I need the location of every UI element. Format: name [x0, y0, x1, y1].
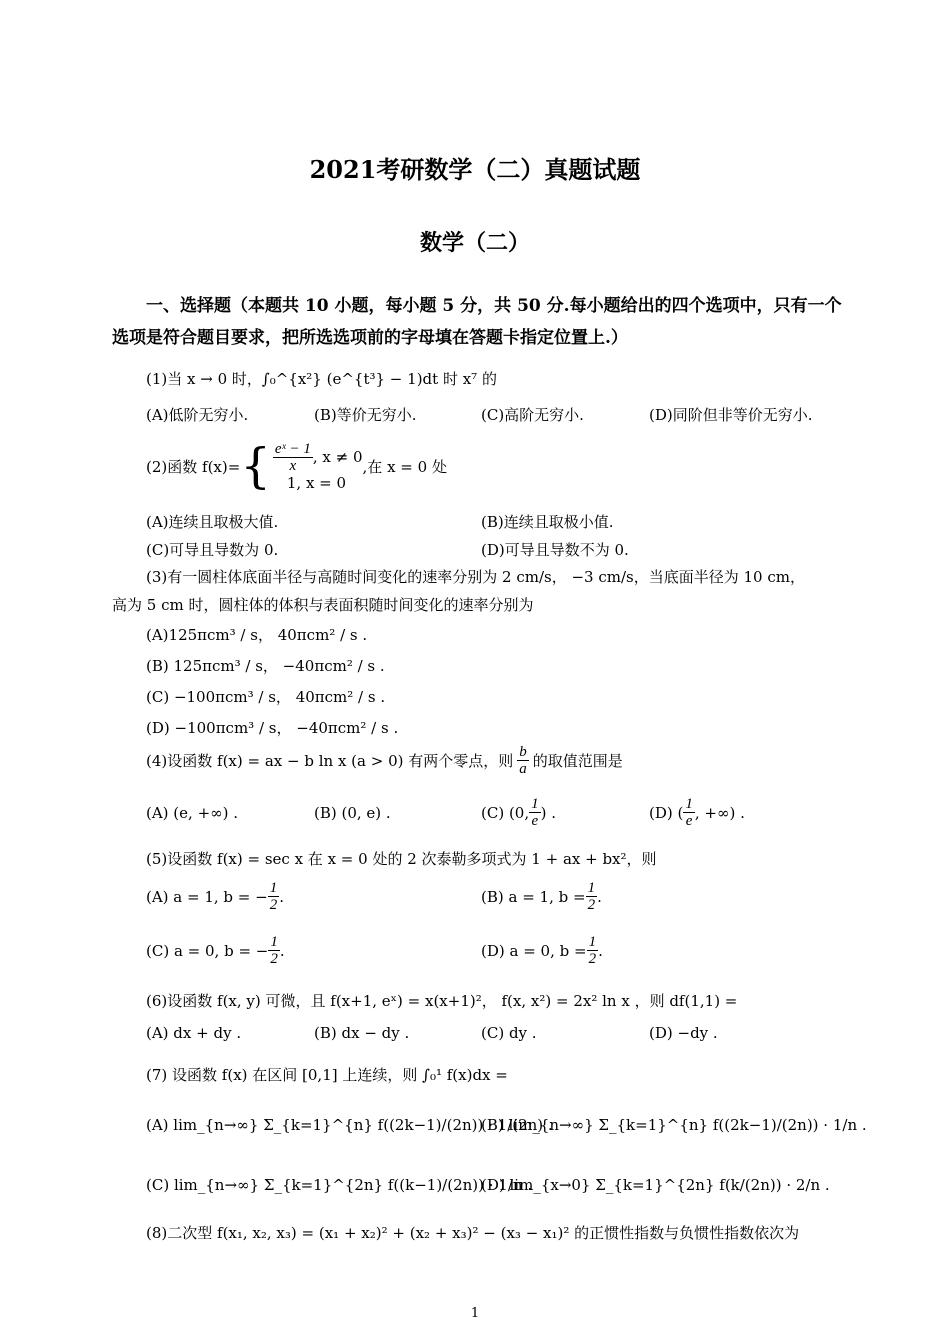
q5-option-a: (A) a = 1, b = − $\frac{1}{2}$ . [146, 880, 284, 913]
q6-option-a: (A) dx + dy . [146, 1024, 242, 1042]
question-1-stem: (1)当 x → 0 时，∫₀^{x²} (e^{t³} − 1)dt 时 x⁷ 的 [146, 370, 497, 388]
q5-option-d: (D) a = 0, b = $\frac{1}{2}$ . [481, 934, 603, 967]
page-number: 1 [470, 1306, 480, 1321]
q1-option-b: (B)等价无穷小. [314, 406, 417, 424]
q2-option-b: (B)连续且取极小值. [481, 513, 614, 531]
question-8-stem: (8)二次型 f(x₁, x₂, x₃) = (x₁ + x₂)² + (x₂ + x₃)² − (x₃ − x₁)² 的正惯性指数与负惯性指数依次为 [146, 1224, 800, 1242]
q2-option-c: (C)可导且导数为 0. [146, 541, 279, 559]
q4-option-d: (D) ( $\frac{1}{e}$ , +∞) . [649, 796, 745, 829]
q3-option-b: (B) 125πcm³ / s， −40πcm² / s . [146, 657, 385, 675]
q6-option-c: (C) dy . [481, 1024, 537, 1042]
q3-option-c: (C) −100πcm³ / s， 40πcm² / s . [146, 688, 386, 706]
question-2-stem [146, 433, 447, 499]
q5-option-c: (C) a = 0, b = − $\frac{1}{2}$ . [146, 934, 285, 967]
q2-pre: (2)函数 f(x)= [146, 457, 241, 476]
q7-option-a: (A) lim_{n→∞} Σ_{k=1}^{n} f((2k−1)/(2n)) · 1/(2n) . [146, 1116, 553, 1134]
q6-option-b: (B) dx − dy . [314, 1024, 410, 1042]
piecewise-brace: { [240, 438, 271, 494]
q3-option-a: (A)125πcm³ / s， 40πcm² / s . [146, 626, 368, 644]
section-heading: 一、选择题（本题共 10 小题，每小题 5 分，共 50 分.每小题给出的四个选项中，只有一个选项是符合题目要求，把所选选项前的字母填在答题卡指定位置上.） [112, 296, 842, 348]
piecewise-cases: $\frac{\text{eˣ − 1}}{x}$ , x ≠ 0 1, x = 0 [274, 440, 363, 492]
q6-option-d: (D) −dy . [649, 1024, 718, 1042]
page-title: 2021考研数学（二）真题试题 [309, 155, 641, 184]
question-3-line1: (3)有一圆柱体底面半径与高随时间变化的速率分别为 2 cm/s， −3 cm/s，当底面半径为 10 cm， [146, 568, 805, 586]
q1-option-c: (C)高阶无穷小. [481, 406, 584, 424]
question-7-stem: (7) 设函数 f(x) 在区间 [0,1] 上连续，则 ∫₀¹ f(x)dx = [146, 1066, 508, 1084]
q4-option-a: (A) (e, +∞) . [146, 804, 239, 822]
q7-option-b: (B) lim_{n→∞} Σ_{k=1}^{n} f((2k−1)/(2n)) · 1/n . [481, 1116, 867, 1134]
question-4-stem: (4)设函数 f(x) = ax − b ln x (a > 0) 有两个零点，则 $\frac{b}{a}$ 的取值范围是 [146, 744, 623, 777]
q4-fraction: $\frac{b}{a}$ [519, 744, 527, 777]
q1-option-d: (D)同阶但非等价无穷小. [649, 406, 813, 424]
question-6-stem: (6)设函数 f(x, y) 可微，且 f(x+1, eˣ) = x(x+1)²， f(x, x²) = 2x² ln x ，则 df(1,1) = [146, 992, 738, 1010]
q1-option-a: (A)低阶无穷小. [146, 406, 249, 424]
q4-option-b: (B) (0, e) . [314, 804, 391, 822]
q7-option-c: (C) lim_{n→∞} Σ_{k=1}^{2n} f((k−1)/(2n)) · 1/n . [146, 1176, 533, 1194]
q7-option-d: (D) lim_{x→0} Σ_{k=1}^{2n} f(k/(2n)) · 2/n . [481, 1176, 830, 1194]
q5-option-b: (B) a = 1, b = $\frac{1}{2}$ . [481, 880, 602, 913]
q2-option-a: (A)连续且取极大值. [146, 513, 279, 531]
q4-option-c: (C) (0, $\frac{1}{e}$ ) . [481, 796, 557, 829]
page-subtitle: 数学（二） [419, 230, 530, 256]
q3-option-d: (D) −100πcm³ / s， −40πcm² / s . [146, 719, 399, 737]
q2-option-d: (D)可导且导数不为 0. [481, 541, 629, 559]
question-5-stem: (5)设函数 f(x) = sec x 在 x = 0 处的 2 次泰勒多项式为 1 + ax + bx²，则 [146, 850, 657, 868]
question-3-line2: 高为 5 cm 时，圆柱体的体积与表面积随时间变化的速率分别为 [112, 596, 534, 614]
q2-post: ,在 x = 0 处 [362, 457, 447, 476]
q2-fraction: $\frac{\text{eˣ − 1}}{x}$ [274, 440, 311, 474]
